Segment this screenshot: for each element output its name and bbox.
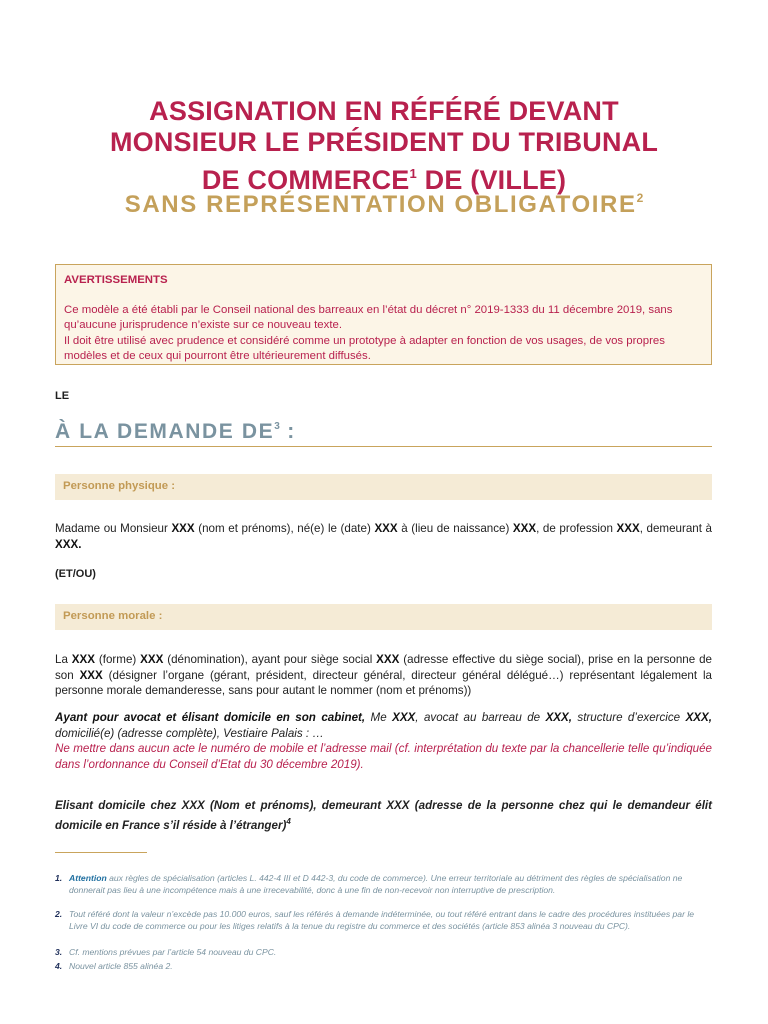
personne-morale-bar xyxy=(55,604,712,630)
footnote-1 xyxy=(55,873,712,897)
title-line-1: ASSIGNATION EN RÉFÉRÉ DEVANT xyxy=(149,96,619,126)
section-heading-demande xyxy=(55,420,712,447)
footnote-1-lead: Attention xyxy=(69,873,107,883)
pm-placeholder-4: XXX xyxy=(79,668,103,682)
avocat-bold-lead: Ayant pour avocat et élisant domicile en son cabinet, xyxy=(55,711,366,724)
demande-colon: : xyxy=(279,420,296,443)
document-title xyxy=(60,96,708,196)
pm-placeholder-3: XXX xyxy=(376,653,400,666)
footnote-3 xyxy=(55,947,712,959)
personne-physique-paragraph xyxy=(55,521,712,552)
personne-physique-bar xyxy=(55,474,712,500)
pm-placeholder-1: XXX xyxy=(71,653,95,666)
pm-placeholder-2: XXX xyxy=(140,653,164,666)
et-ou-label: (ET/OU) xyxy=(55,568,96,580)
pp-text-3: à (lieu de naissance) xyxy=(397,522,513,535)
footnote-ref-2: 2 xyxy=(636,191,644,205)
avocat-text-2: , avocat au barreau de xyxy=(415,711,546,724)
personne-morale-label: Personne morale : xyxy=(63,610,163,622)
footnote-ref-3: 3 xyxy=(274,421,280,432)
footnote-1-number: 1. xyxy=(55,873,63,883)
footnote-3-text: Cf. mentions prévues par l’article 54 nouveau du CPC. xyxy=(69,947,277,957)
footnote-ref-4: 4 xyxy=(286,816,291,826)
pp-placeholder-2: XXX xyxy=(374,522,398,535)
date-label: LE xyxy=(55,390,70,402)
avocat-placeholder-1: XXX xyxy=(392,711,416,724)
warnings-title: AVERTISSEMENTS xyxy=(64,274,168,286)
pp-text-4: , de profession xyxy=(536,522,617,535)
title-line-2: MONSIEUR LE PRÉSIDENT DU TRIBUNAL xyxy=(109,127,659,157)
avocat-text-4: domicilié(e) (adresse complète), Vestiaire Palais : … xyxy=(55,726,324,740)
pm-text-3: (dénomination), ayant pour siège social xyxy=(163,653,377,666)
pp-text-2: (nom et prénoms), né(e) le (date) xyxy=(194,522,375,535)
pp-placeholder-1: XXX xyxy=(171,522,195,535)
title-line-3-a: DE COMMERCE xyxy=(201,165,410,195)
avocat-paragraph xyxy=(55,710,712,772)
personne-morale-paragraph xyxy=(55,652,712,699)
elisant-paragraph xyxy=(55,798,712,833)
footnote-3-number: 3. xyxy=(55,947,63,957)
footnote-1-text: aux règles de spécialisation (articles L. 442-4 III et D 442-3, du code de commerce). Une erreur territoriale au détriment des règles de spécialisation ne donnerait pas lieu à une incompétence mais à une irrecevabilité, donc à une fin de non-recevoir non interruptive de prescription. xyxy=(69,873,683,895)
footnotes-divider xyxy=(55,852,147,853)
avocat-text-3: structure d’exercice xyxy=(571,711,686,724)
pp-text-5: , demeurant à xyxy=(639,522,712,535)
footnote-4-text: Nouvel article 855 alinéa 2. xyxy=(69,961,173,971)
title-line-3-b: DE (VILLE) xyxy=(416,165,567,195)
warnings-line-1: Ce modèle a été établi par le Conseil national des barreaux en l’état du décret n° 2019-1333 du 11 décembre 2019, sans qu’aucune jurisprudence n’existe sur ce nouveau texte. xyxy=(64,303,673,331)
pp-placeholder-5: XXX. xyxy=(55,537,82,551)
pm-text-1: La xyxy=(55,653,72,666)
pp-placeholder-4: XXX xyxy=(616,522,640,535)
elisant-text: Elisant domicile chez XXX (Nom et prénoms), demeurant XXX (adresse de la personne chez qui le demandeur élit domicile en France s’il réside à l’étranger) xyxy=(55,799,712,832)
warnings-line-2: Il doit être utilisé avec prudence et considéré comme un prototype à adapter en fonction de vos usages, de vos propres modèles et de ceux qui pourront être ultérieurement diffusés. xyxy=(64,334,665,362)
avocat-placeholder-3: XXX, xyxy=(685,711,712,724)
footnote-2-text: Tout référé dont la valeur n’excède pas 10.000 euros, sauf les référés à demande indéterminée, ou tout référé entrant dans le cadre des procédures instituées par le Livre VI du code de commerce ou pour les litiges relatifs à la tenue du registre du commerce et des sociétés (article 853 alinéa 3 nouveau du CPC). xyxy=(69,909,695,931)
pp-text-1: Madame ou Monsieur xyxy=(55,522,172,535)
personne-physique-label: Personne physique : xyxy=(63,480,176,492)
demande-text: À LA DEMANDE DE xyxy=(55,420,275,443)
warnings-box xyxy=(55,264,712,365)
pm-text-2: (forme) xyxy=(95,653,141,666)
pp-placeholder-3: XXX xyxy=(512,522,537,535)
avocat-warning-note: Ne mettre dans aucun acte le numéro de mobile et l’adresse mail (cf. interprétation du texte par la chancellerie telle qu’indiquée dans l’ordonnance du Conseil d’Etat du 30 décembre 2019). xyxy=(55,742,712,771)
footnote-ref-1: 1 xyxy=(409,166,417,181)
document-subtitle xyxy=(60,191,708,219)
pm-text-5: (désigner l’organe (gérant, président, directeur général, directeur général délégué…) représentant légalement la personne morale demanderesse, sans pour autant le nommer (nom et prénoms)) xyxy=(55,668,712,697)
footnote-4-number: 4. xyxy=(55,961,63,971)
footnote-2-number: 2. xyxy=(55,909,63,919)
subtitle-text: SANS REPRÉSENTATION OBLIGATOIRE xyxy=(124,191,637,218)
avocat-text-1: Me xyxy=(365,711,393,724)
pm-text-4: (adresse effective du siège social), prise en la personne de son xyxy=(55,653,712,682)
footnote-2 xyxy=(55,909,712,933)
avocat-placeholder-2: XXX, xyxy=(545,711,572,724)
footnote-4 xyxy=(55,961,712,973)
